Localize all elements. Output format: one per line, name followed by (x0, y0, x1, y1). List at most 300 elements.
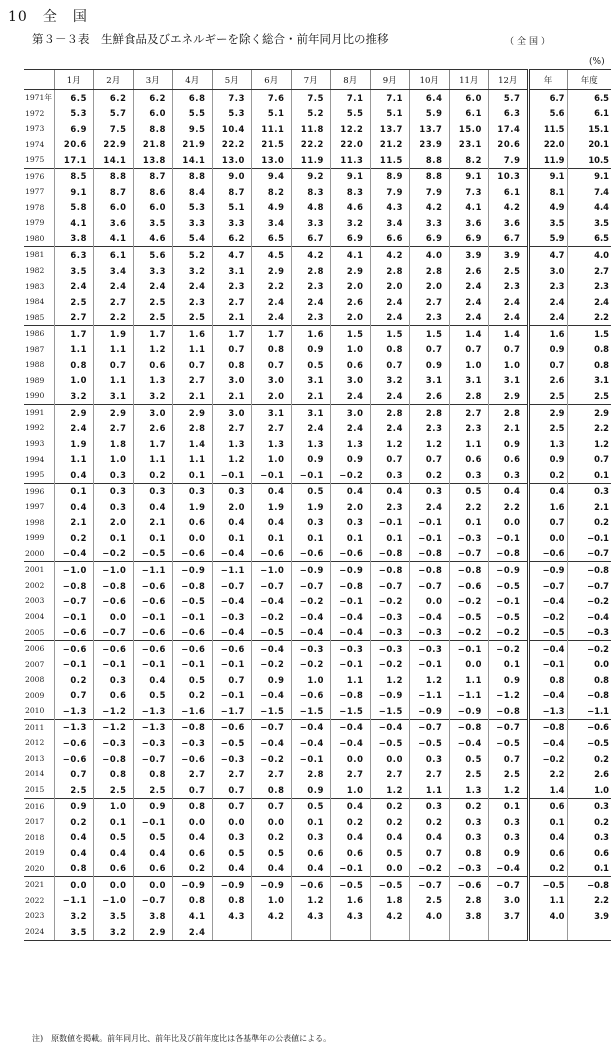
cell-month-value: 2.8 (489, 404, 529, 420)
header-row (24, 70, 611, 90)
cell-month-value: 0.5 (291, 357, 331, 373)
table-row (24, 751, 611, 767)
cell-month-value: 1.0 (94, 452, 134, 468)
row-year: 2006 (24, 641, 54, 657)
cell-month-value: 2.1 (212, 310, 252, 326)
cell-month-value: 0.4 (133, 499, 173, 515)
cell-month-value: 0.9 (331, 452, 371, 468)
cell-fiscal-value: 0.2 (567, 515, 611, 531)
cell-month-value: 1.3 (252, 436, 292, 452)
cell-month-value: 2.2 (449, 499, 489, 515)
cell-month-value: −0.4 (291, 609, 331, 625)
table-row (24, 121, 611, 137)
cell-month-value: 1.0 (331, 782, 371, 798)
table-row (24, 279, 611, 295)
cell-month-value: 0.2 (410, 814, 450, 830)
row-year: 1990 (25, 391, 45, 401)
cell-month-value: −0.5 (212, 735, 252, 751)
row-year: 1976 (24, 168, 54, 184)
cell-month-value: −0.4 (252, 594, 292, 610)
cell-month-value: −0.5 (489, 609, 529, 625)
cell-month-value: −0.4 (291, 625, 331, 641)
cell-month-value: 2.4 (449, 294, 489, 310)
cell-month-value: −0.3 (212, 609, 252, 625)
cell-month-value: 0.7 (212, 342, 252, 358)
cell-month-value: 21.5 (252, 137, 292, 153)
cell-month-value: −0.3 (331, 641, 371, 657)
cell-month-value: 0.9 (54, 798, 94, 814)
cell-month-value: 1.4 (489, 326, 529, 342)
cell-month-value: 6.0 (133, 106, 173, 122)
cell-month-value: 1.2 (370, 672, 410, 688)
cell-month-value: 0.1 (489, 798, 529, 814)
cell-month-value: 1.6 (331, 893, 371, 909)
cell-month-value: −0.1 (331, 657, 371, 673)
cell-month-value: 2.5 (133, 310, 173, 326)
cell-month-value: 0.1 (94, 530, 134, 546)
cell-month-value: 6.9 (449, 231, 489, 247)
cell-month-value: 2.0 (370, 279, 410, 295)
cell-month-value: 8.8 (410, 152, 450, 168)
cell-month-value: 4.5 (252, 247, 292, 263)
cell-month-value: 2.0 (331, 499, 371, 515)
cell-month-value: 1.2 (410, 672, 450, 688)
cell-month-value: 3.9 (489, 247, 529, 263)
table-row (24, 215, 611, 231)
cell-month-value: −1.3 (133, 703, 173, 719)
cell-month-value: −0.1 (94, 657, 134, 673)
cell-month-value: −0.1 (410, 530, 450, 546)
cell-month-value: −0.6 (133, 594, 173, 610)
cell-month-value: 8.5 (54, 168, 94, 184)
cell-month-value: 0.0 (331, 751, 371, 767)
cell-month-value: 4.2 (489, 200, 529, 216)
cell-month-value (252, 924, 292, 940)
cell-month-value: 0.3 (370, 467, 410, 483)
cell-month-value: 0.8 (252, 342, 292, 358)
cell-month-value: 8.7 (94, 184, 134, 200)
table-row (24, 483, 611, 499)
cell-month-value: 11.8 (291, 121, 331, 137)
cell-month-value: 3.2 (173, 263, 213, 279)
cell-month-value: 2.4 (173, 279, 213, 295)
cell-month-value: −1.1 (133, 562, 173, 578)
cell-month-value: 4.3 (331, 908, 371, 924)
cell-month-value: 2.9 (133, 924, 173, 940)
table-row (24, 515, 611, 531)
row-year: 2020 (25, 863, 45, 873)
cell-month-value: 6.5 (252, 231, 292, 247)
cell-month-value: 1.3 (133, 373, 173, 389)
cell-month-value: −1.0 (252, 562, 292, 578)
row-year: 1971年 (25, 92, 52, 102)
cell-month-value: 5.9 (410, 106, 450, 122)
table-body (24, 90, 611, 941)
cell-month-value: −1.6 (173, 703, 213, 719)
cell-month-value: 1.2 (291, 893, 331, 909)
cell-month-value: 3.8 (449, 908, 489, 924)
cell-month-value: −0.8 (54, 578, 94, 594)
cell-month-value: 0.0 (173, 814, 213, 830)
row-year: 1993 (25, 439, 45, 448)
cell-month-value: −0.3 (212, 751, 252, 767)
cell-month-value: 1.3 (212, 436, 252, 452)
cell-month-value: −0.5 (489, 735, 529, 751)
cell-month-value: −0.4 (252, 735, 292, 751)
cell-month-value: 0.8 (449, 845, 489, 861)
cell-month-value: 6.2 (212, 231, 252, 247)
cell-month-value: 0.5 (212, 845, 252, 861)
cell-month-value: −1.5 (291, 703, 331, 719)
cell-month-value: 3.1 (449, 373, 489, 389)
cell-month-value: 0.3 (410, 751, 450, 767)
cell-month-value: −0.9 (331, 562, 371, 578)
cell-month-value: 0.4 (331, 483, 371, 499)
cell-month-value: 0.1 (291, 530, 331, 546)
cell-month-value: −0.1 (173, 657, 213, 673)
cell-month-value: 8.2 (449, 152, 489, 168)
cell-month-value: 2.4 (370, 310, 410, 326)
cell-month-value: 0.5 (173, 672, 213, 688)
cell-month-value: 6.0 (94, 200, 134, 216)
cell-month-value: 3.2 (54, 908, 94, 924)
cell-month-value: −0.9 (252, 877, 292, 893)
cell-month-value: 2.0 (331, 310, 371, 326)
cell-month-value: 0.6 (291, 845, 331, 861)
cell-month-value: 22.9 (94, 137, 134, 153)
cell-month-value: 3.1 (212, 263, 252, 279)
row-year: 1994 (25, 454, 45, 464)
cell-fiscal-value: 3.1 (567, 373, 611, 389)
cell-annual-value: 1.1 (528, 893, 567, 909)
cell-month-value: 8.8 (94, 168, 134, 184)
cell-annual-value: 4.7 (528, 247, 567, 263)
cell-month-value: 3.1 (291, 373, 331, 389)
cell-fiscal-value: 1.2 (567, 436, 611, 452)
cell-month-value: 7.6 (252, 90, 292, 106)
cell-month-value: 2.0 (331, 279, 371, 295)
cell-month-value: 1.5 (410, 326, 450, 342)
cell-month-value: 3.0 (331, 404, 371, 420)
cell-month-value: 8.3 (331, 184, 371, 200)
cell-month-value: 1.8 (94, 436, 134, 452)
cell-month-value: 0.7 (489, 342, 529, 358)
cell-month-value: 3.2 (133, 388, 173, 404)
cell-month-value: 0.7 (54, 688, 94, 704)
row-year: 1985 (25, 312, 45, 322)
cell-month-value: 1.0 (449, 357, 489, 373)
cell-month-value: 4.2 (370, 908, 410, 924)
cell-month-value: 2.6 (449, 263, 489, 279)
cell-month-value: 3.3 (291, 215, 331, 231)
cell-month-value: 0.6 (173, 845, 213, 861)
table-row (24, 326, 611, 342)
cell-month-value: −1.5 (331, 703, 371, 719)
cell-fiscal-value: 4.4 (567, 200, 611, 216)
cell-month-value: −0.5 (410, 735, 450, 751)
cell-month-value: 0.9 (291, 782, 331, 798)
cell-month-value: 8.2 (252, 184, 292, 200)
cell-month-value: −0.8 (489, 703, 529, 719)
cell-month-value: 1.2 (370, 782, 410, 798)
cell-month-value: 0.5 (370, 845, 410, 861)
cell-month-value: 0.5 (449, 751, 489, 767)
table-row (24, 672, 611, 688)
cell-month-value: −0.6 (133, 641, 173, 657)
cell-month-value: 2.5 (133, 782, 173, 798)
table-row (24, 908, 611, 924)
cell-month-value: 0.2 (133, 467, 173, 483)
cell-month-value: 2.3 (410, 420, 450, 436)
cell-month-value: 1.8 (370, 893, 410, 909)
cell-month-value: 1.0 (291, 672, 331, 688)
cell-annual-value: 5.6 (528, 106, 567, 122)
cell-month-value: 2.4 (410, 499, 450, 515)
cell-month-value: −0.6 (173, 751, 213, 767)
cell-fiscal-value: −0.2 (567, 641, 611, 657)
cell-month-value: 0.6 (133, 861, 173, 877)
cell-month-value (212, 924, 252, 940)
cell-month-value: 1.4 (449, 326, 489, 342)
table-row (24, 594, 611, 610)
cell-month-value: −0.1 (370, 515, 410, 531)
row-year: 2021 (24, 877, 54, 893)
row-year: 1999 (25, 533, 45, 543)
cell-month-value: 0.3 (489, 830, 529, 846)
cell-fiscal-value: 2.7 (567, 263, 611, 279)
cell-fiscal-value: 3.5 (567, 215, 611, 231)
cell-month-value: 2.6 (133, 420, 173, 436)
cell-month-value: −0.4 (410, 609, 450, 625)
cell-month-value: 3.2 (94, 924, 134, 940)
cell-month-value: 0.2 (331, 814, 371, 830)
cell-month-value: −0.2 (449, 594, 489, 610)
table-row (24, 310, 611, 326)
cell-month-value: 2.9 (173, 404, 213, 420)
row-year: 1991 (24, 404, 54, 420)
cell-month-value: 6.9 (410, 231, 450, 247)
cell-month-value: 3.5 (54, 263, 94, 279)
cpi-table (24, 69, 611, 941)
cell-month-value: 1.6 (291, 326, 331, 342)
cell-month-value: −0.4 (291, 735, 331, 751)
cell-month-value: 0.8 (173, 893, 213, 909)
cell-month-value: 0.9 (133, 798, 173, 814)
cell-month-value: 2.4 (54, 420, 94, 436)
cell-month-value: −0.2 (94, 546, 134, 562)
cell-month-value: −0.6 (252, 546, 292, 562)
cell-month-value: 2.4 (370, 388, 410, 404)
cell-month-value: 0.0 (410, 594, 450, 610)
cell-month-value: 1.2 (133, 342, 173, 358)
cell-month-value: 14.1 (173, 152, 213, 168)
cell-month-value: 0.1 (54, 483, 94, 499)
cell-month-value: −0.9 (173, 562, 213, 578)
cell-month-value: 5.1 (212, 200, 252, 216)
cell-month-value: 0.5 (291, 483, 331, 499)
cell-month-value: −0.6 (173, 625, 213, 641)
cell-month-value: 2.4 (94, 279, 134, 295)
cell-fiscal-value: 10.5 (567, 152, 611, 168)
cell-month-value: 1.9 (173, 499, 213, 515)
cell-month-value: 6.1 (489, 184, 529, 200)
cell-month-value: 22.2 (291, 137, 331, 153)
cell-month-value: 2.9 (489, 388, 529, 404)
cell-month-value: 0.6 (449, 452, 489, 468)
cell-month-value: 3.3 (212, 215, 252, 231)
cell-month-value: 0.6 (173, 515, 213, 531)
cell-month-value: −0.5 (133, 546, 173, 562)
cell-month-value: 0.2 (252, 830, 292, 846)
cell-fiscal-value: −0.4 (567, 609, 611, 625)
cell-month-value: 6.6 (370, 231, 410, 247)
row-year: 2010 (25, 706, 45, 716)
cell-month-value: 0.0 (252, 814, 292, 830)
cell-month-value: 0.8 (54, 357, 94, 373)
cell-month-value: 3.5 (54, 924, 94, 940)
cell-fiscal-value: 0.1 (567, 861, 611, 877)
cell-month-value: 3.1 (252, 404, 292, 420)
cell-month-value: −0.5 (331, 877, 371, 893)
cell-month-value: −0.4 (212, 625, 252, 641)
cell-month-value: −1.0 (94, 893, 134, 909)
cell-fiscal-value: 9.1 (567, 168, 611, 184)
cell-month-value: 2.7 (54, 310, 94, 326)
cell-annual-value: −0.4 (528, 594, 567, 610)
cell-month-value: 13.8 (133, 152, 173, 168)
row-year: 1995 (25, 470, 45, 480)
cell-month-value: −0.7 (291, 578, 331, 594)
cell-annual-value: 0.6 (528, 845, 567, 861)
cell-month-value: 8.4 (173, 184, 213, 200)
table-row (24, 578, 611, 594)
cell-month-value: −0.1 (173, 609, 213, 625)
cell-month-value: 2.3 (489, 279, 529, 295)
cell-fiscal-value: −0.5 (567, 735, 611, 751)
cell-annual-value: 2.5 (528, 388, 567, 404)
cell-month-value: 0.4 (331, 830, 371, 846)
cell-month-value: −0.5 (489, 578, 529, 594)
row-year: 1982 (25, 265, 45, 275)
cell-month-value: 0.8 (252, 782, 292, 798)
cell-month-value: −0.7 (410, 719, 450, 735)
cell-month-value (291, 924, 331, 940)
cell-annual-value: 11.9 (528, 152, 567, 168)
cell-month-value: 0.3 (331, 515, 371, 531)
cell-month-value: −1.3 (54, 719, 94, 735)
cell-month-value: 12.2 (331, 121, 371, 137)
cell-month-value: 4.9 (252, 200, 292, 216)
row-year: 1979 (25, 218, 45, 228)
cell-month-value: 3.8 (133, 908, 173, 924)
cell-month-value: 0.4 (54, 467, 94, 483)
table-row (24, 861, 611, 877)
cell-month-value: 6.2 (133, 90, 173, 106)
cell-month-value: 0.1 (173, 467, 213, 483)
cell-month-value: 0.4 (212, 515, 252, 531)
cell-month-value: −0.1 (54, 657, 94, 673)
cell-month-value: 0.9 (291, 342, 331, 358)
cell-month-value: 1.0 (94, 798, 134, 814)
footnote: 注) 原数値を掲載。前年同月比、前年比及び前年度比は各基準年の公表値による。 (32, 1034, 332, 1043)
cell-month-value: 0.8 (94, 767, 134, 783)
cell-month-value: 0.5 (291, 798, 331, 814)
row-year: 2012 (25, 738, 45, 748)
row-year: 1997 (25, 502, 45, 512)
cell-month-value: −0.4 (370, 719, 410, 735)
cell-month-value: 0.5 (94, 830, 134, 846)
row-year: 1996 (24, 483, 54, 499)
cell-month-value: 3.3 (173, 215, 213, 231)
cell-month-value: 2.1 (291, 388, 331, 404)
row-year: 1992 (25, 423, 45, 433)
cell-fiscal-value: 4.0 (567, 247, 611, 263)
cell-month-value: 2.8 (291, 263, 331, 279)
cell-annual-value: 1.4 (528, 782, 567, 798)
cell-month-value: 3.4 (94, 263, 134, 279)
cell-month-value: 1.6 (173, 326, 213, 342)
cell-month-value: 2.5 (94, 782, 134, 798)
table-row (24, 830, 611, 846)
row-year: 2019 (25, 848, 45, 858)
cell-month-value: −0.6 (173, 546, 213, 562)
cell-month-value: 7.1 (331, 90, 371, 106)
cell-month-value: 4.0 (410, 247, 450, 263)
table-row (24, 609, 611, 625)
row-year: 1987 (25, 344, 45, 354)
cell-fiscal-value: 15.1 (567, 121, 611, 137)
table-row (24, 625, 611, 641)
cell-month-value: 0.6 (94, 688, 134, 704)
cell-month-value: −0.8 (173, 719, 213, 735)
cell-month-value: 1.9 (54, 436, 94, 452)
cell-month-value: 5.2 (291, 106, 331, 122)
cell-month-value: 3.2 (331, 215, 371, 231)
cell-month-value: 1.0 (54, 373, 94, 389)
cell-month-value: 5.5 (173, 106, 213, 122)
table-row (24, 436, 611, 452)
cell-month-value: 0.6 (331, 845, 371, 861)
cell-month-value: 5.7 (94, 106, 134, 122)
cell-month-value: 2.7 (252, 420, 292, 436)
cell-month-value: 0.1 (212, 530, 252, 546)
cell-month-value: 0.0 (173, 530, 213, 546)
cell-month-value: −0.2 (252, 609, 292, 625)
cell-month-value: 0.9 (252, 672, 292, 688)
cell-month-value: 0.5 (252, 845, 292, 861)
header-month: 12月 (489, 70, 529, 90)
row-year: 2017 (25, 817, 45, 827)
cell-month-value: 0.4 (212, 861, 252, 877)
row-year: 2007 (25, 659, 45, 669)
cell-month-value (489, 924, 529, 940)
cell-month-value: 0.7 (54, 767, 94, 783)
cell-month-value: 2.8 (449, 388, 489, 404)
table-row (24, 467, 611, 483)
cell-month-value: −0.6 (94, 594, 134, 610)
cell-month-value: 2.8 (410, 404, 450, 420)
cell-month-value: 0.4 (489, 483, 529, 499)
cell-fiscal-value: −0.8 (567, 562, 611, 578)
row-year: 1975 (25, 155, 45, 165)
cell-month-value: 3.2 (54, 388, 94, 404)
cell-month-value: 9.1 (331, 168, 371, 184)
cell-fiscal-value: 6.5 (567, 231, 611, 247)
cell-month-value: 2.7 (173, 373, 213, 389)
table-row (24, 263, 611, 279)
cell-month-value: 5.2 (173, 247, 213, 263)
cell-month-value: 1.9 (252, 499, 292, 515)
